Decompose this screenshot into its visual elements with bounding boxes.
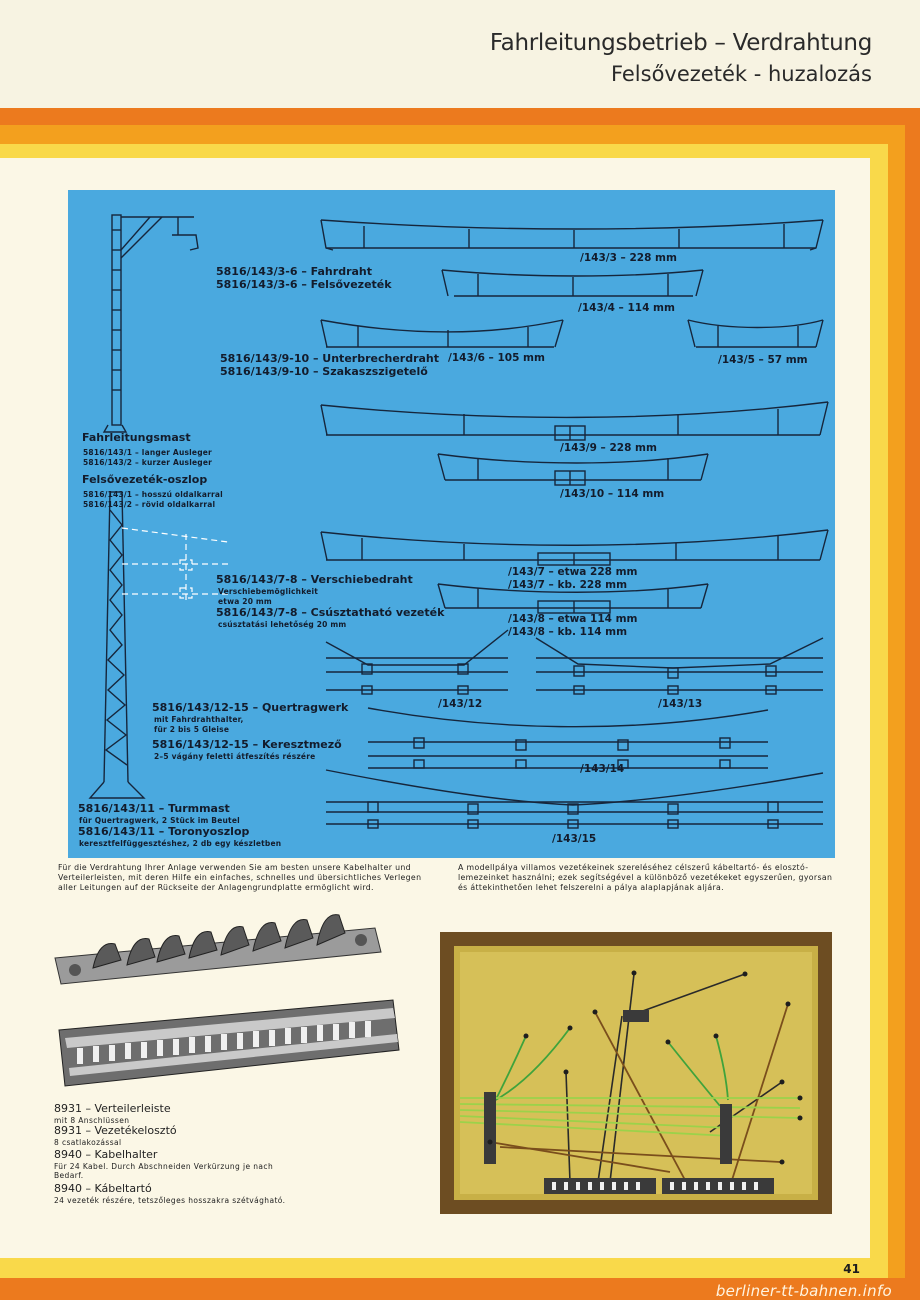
quer-sub-hu: 2–5 vágány feletti átfeszítés részére <box>154 752 316 761</box>
dim-143-15: /143/15 <box>552 833 597 845</box>
quer-label-hu: 5816/143/12-15 – Keresztmező <box>152 738 342 751</box>
fahrdraht-label-de: 5816/143/3-6 – Fahrdraht <box>216 265 373 278</box>
mast-drawing <box>104 215 198 432</box>
dim-143-3: /143/3 – 228 mm <box>580 252 677 264</box>
schieb-sub-de-1: Verschiebemöglichkeit <box>218 587 319 596</box>
tower-mast-drawing <box>90 492 144 798</box>
paragraph-german: Für die Verdrahtung Ihrer Anlage verwenden Sie am besten unsere Kabelhalter und Verteilerleisten, mit deren Hilfe ein einfaches, schnelles und übersichtliches Verlegen aller Leitungen auf der Rückseite der Anlagengrundplatte ermöglicht wird. <box>58 863 422 892</box>
cable-holder-strip <box>55 915 381 984</box>
schieb-label-hu: 5816/143/7-8 – Csúsztatható vezeték <box>216 606 445 619</box>
caption-8940-de-sub: Für 24 Kabel. Durch Abschneiden Verkürzung je nach Bedarf. <box>54 1162 274 1180</box>
page-number: 41 <box>843 1262 860 1276</box>
caption-8940-de: 8940 – Kabelhalter <box>54 1148 158 1161</box>
wiring-board-drawing <box>440 932 832 1214</box>
caption-8940-hu-sub: 24 vezeték részére, tetszőleges hosszakra szétvágható. <box>54 1196 286 1205</box>
schieb-sub-hu: csúsztatási lehetőség 20 mm <box>218 620 347 629</box>
dim-143-5: /143/5 – 57 mm <box>718 354 808 366</box>
dim-143-12: /143/12 <box>438 698 483 710</box>
dim-143-13: /143/13 <box>658 698 703 710</box>
cable-holder-photo <box>45 900 405 1095</box>
schieb-sub-de-2: etwa 20 mm <box>218 597 272 606</box>
dim-143-4: /143/4 – 114 mm <box>578 302 675 314</box>
caption-8931-de-sub: mit 8 Anschlüssen <box>54 1116 130 1125</box>
mast-variant-hu-2: 5816/143/2 – rövid oldalkarral <box>83 500 216 509</box>
dim-143-6: /143/6 – 105 mm <box>448 352 545 364</box>
page-header <box>0 0 920 108</box>
quer-sub-de-2: für 2 bis 5 Gleise <box>154 725 230 734</box>
mast-variant-hu-1: 5816/143/1 – hosszú oldalkarral <box>83 490 223 499</box>
wiring-board-photo <box>440 932 832 1214</box>
quer-sub-de-1: mit Fahrdrahthalter, <box>154 715 244 724</box>
dim-143-10: /143/10 – 114 mm <box>560 488 665 500</box>
catenary-diagram <box>68 190 835 858</box>
caption-8931-hu: 8931 – Vezetékelosztó <box>54 1124 177 1137</box>
mast-heading-de: Fahrleitungsmast <box>82 431 191 444</box>
turm-sub-hu: keresztfelfüggesztéshez, 2 db egy készletben <box>79 839 282 848</box>
mast-heading-hu: Felsővezeték-oszlop <box>82 473 208 486</box>
page-title-german: Fahrleitungsbetrieb – Verdrahtung <box>489 30 872 56</box>
turm-label-de: 5816/143/11 – Turmmast <box>78 802 230 815</box>
schieb-label-de: 5816/143/7-8 – Verschiebedraht <box>216 573 413 586</box>
dim-143-14: /143/14 <box>580 763 625 775</box>
dim-143-9: /143/9 – 228 mm <box>560 442 657 454</box>
mast-variant-de-1: 5816/143/1 – langer Ausleger <box>83 448 212 457</box>
dim-143-8-de: /143/8 – etwa 114 mm <box>508 613 638 625</box>
distributor-strip <box>59 1000 399 1086</box>
unterbrecher-label-de: 5816/143/9-10 – Unterbrecherdraht <box>220 352 440 365</box>
turm-sub-de: für Quertragwerk, 2 Stück im Beutel <box>79 816 240 825</box>
turm-label-hu: 5816/143/11 – Toronyoszlop <box>78 825 250 838</box>
quer-label-de: 5816/143/12-15 – Quertragwerk <box>152 701 349 714</box>
mast-variant-de-2: 5816/143/2 – kurzer Ausleger <box>83 458 213 467</box>
page-title-hungarian: Felsővezeték - huzalozás <box>610 62 872 86</box>
caption-8931-hu-sub: 8 csatlakozással <box>54 1138 122 1147</box>
caption-8940-hu: 8940 – Kábeltartó <box>54 1182 152 1195</box>
fahrdraht-label-hu: 5816/143/3-6 – Felsővezeték <box>216 278 392 291</box>
paragraph-hungarian: A modellpálya villamos vezetékeinek szereléséhez célszerű kábeltartó- és elosztó-lemezeinket használni; ezek segítségével a különböző vezetékeket egyszerűen, gyorsan és áttekinthetően lehet felszerelni a pálya alaplapjának aljára. <box>458 863 833 892</box>
dim-143-7-hu: /143/7 – kb. 228 mm <box>508 579 628 591</box>
dim-143-7-de: /143/7 – etwa 228 mm <box>508 566 638 578</box>
unterbrecher-label-hu: 5816/143/9-10 – Szakaszszigetelő <box>220 365 428 378</box>
caption-8931-de: 8931 – Verteilerleiste <box>54 1102 171 1115</box>
watermark-text: berliner-tt-bahnen.info <box>715 1282 892 1300</box>
dim-143-8-hu: /143/8 – kb. 114 mm <box>508 626 628 638</box>
